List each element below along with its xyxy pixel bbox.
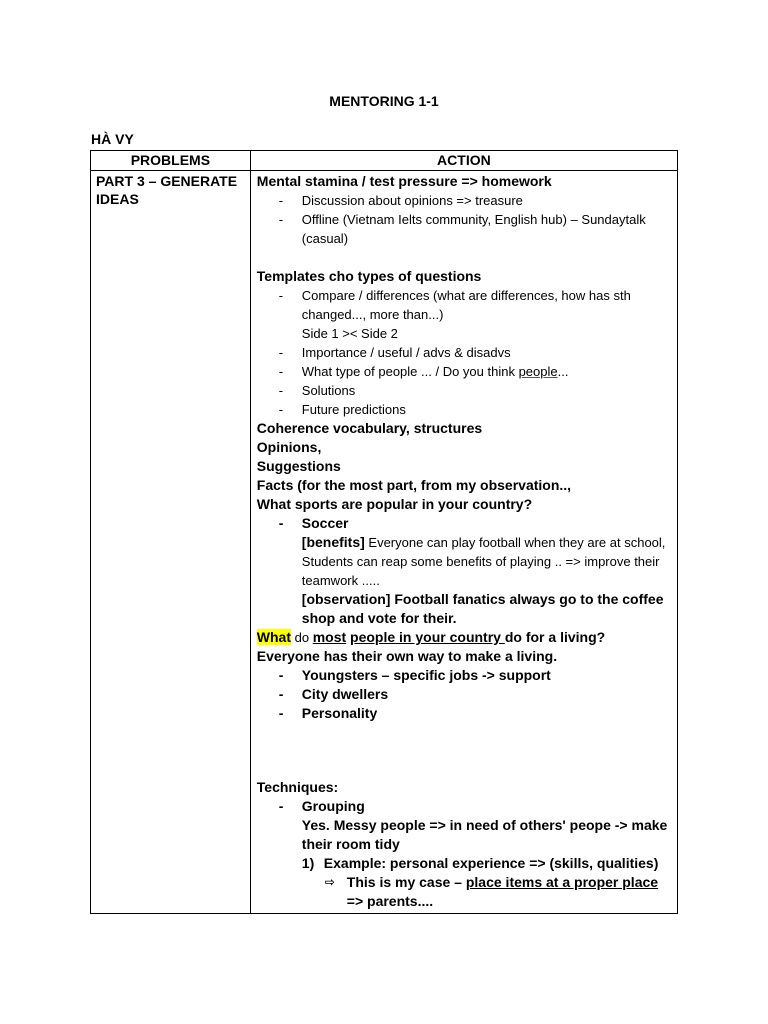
- students-note: Students can reap some benefits of playing .. => improve their teamwork .....: [301, 554, 660, 588]
- header-problems: PROBLEMS: [91, 151, 251, 171]
- suggestions-heading: Suggestions: [256, 458, 341, 474]
- document-title: MENTORING 1-1: [329, 93, 439, 109]
- header-action: ACTION: [250, 151, 677, 171]
- mentoring-table: [90, 150, 678, 914]
- table-header-row: [91, 151, 678, 171]
- grouping-text: Yes. Messy people => in need of others' peope -> make their room tidy: [301, 817, 668, 852]
- list-item: - Compare / differences (what are differences, how has sth changed..., more than...): [278, 288, 631, 322]
- arrow-icon: ⇨: [324, 875, 335, 889]
- living-question: What do most people in your country do for a living?: [256, 629, 606, 645]
- numbered-item: 1) Example: personal experience => (skills, qualities): [301, 855, 659, 871]
- list-item: - Offline (Vietnam Ielts community, English hub) – Sundaytalk (casual): [278, 212, 646, 246]
- templates-heading: Templates cho types of questions: [256, 268, 482, 284]
- compare-sub: Side 1 >< Side 2: [301, 326, 398, 341]
- opinions-heading: Opinions,: [256, 439, 322, 455]
- mental-stamina-heading: Mental stamina / test pressure => homework: [256, 173, 552, 189]
- list-item: - Grouping: [278, 798, 365, 814]
- list-item: - Discussion about opinions => treasure: [278, 193, 523, 208]
- sports-question: What sports are popular in your country?: [256, 496, 533, 512]
- facts-heading: Facts (for the most part, from my observation..,: [256, 477, 572, 493]
- list-item: - Youngsters – specific jobs -> support: [278, 667, 551, 683]
- student-name: HÀ VY: [91, 131, 134, 147]
- problem-cell: PART 3 – GENERATE IDEAS: [91, 171, 251, 914]
- observation-note: [observation] Football fanatics always go to the coffee shop and vote for their.: [301, 591, 664, 626]
- benefits-note: [benefits] Everyone can play football when they are at school,: [301, 534, 666, 550]
- living-answer: Everyone has their own way to make a living.: [256, 648, 558, 664]
- coherence-heading: Coherence vocabulary, structures: [256, 420, 483, 436]
- list-item: - Importance / useful / advs & disadvs: [278, 345, 511, 360]
- arrow-item: ⇨ This is my case – place items at a proper place => parents....: [324, 874, 659, 909]
- table-row: [91, 171, 678, 914]
- list-item: - Future predictions: [278, 402, 406, 417]
- action-cell: [250, 171, 677, 914]
- list-item: - Personality: [278, 705, 378, 721]
- list-item: - What type of people ... / Do you think people...: [278, 364, 569, 379]
- list-item: - Soccer: [278, 515, 349, 531]
- techniques-heading: Techniques:: [256, 779, 339, 795]
- list-item: - Solutions: [278, 383, 356, 398]
- list-item: - City dwellers: [278, 686, 389, 702]
